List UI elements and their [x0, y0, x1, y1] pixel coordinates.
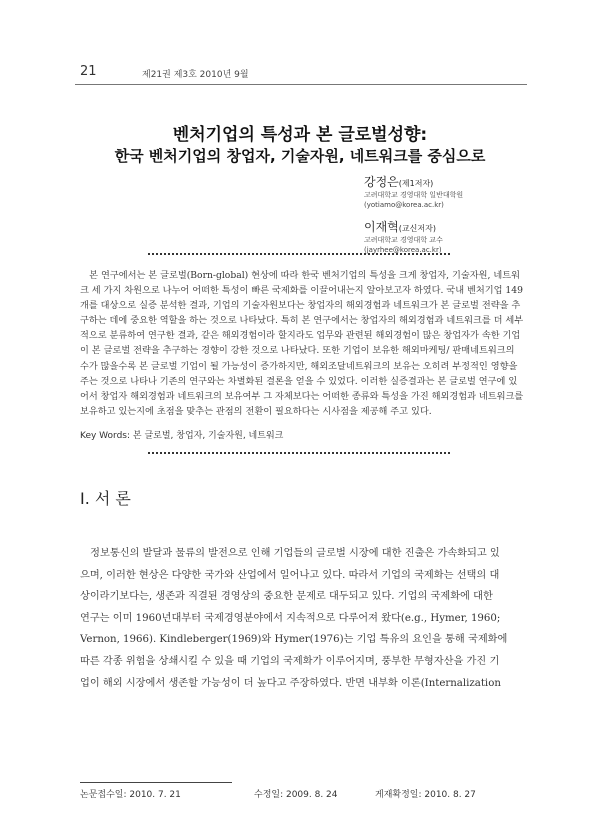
footnote-divider: [80, 782, 232, 783]
body-line: 연구는 이미 1960년대부터 국제경영분야에서 지속적으로 다루어져 왔다(e.g., Hymer, 1960;: [80, 612, 501, 624]
author-affiliation: 고려대학교 경영대학 일반대학원: [364, 191, 464, 199]
abstract-line: 보유하고 있는지에 초점을 맞추는 관점의 전환이 필요하다는 시사점을 제공해 주고 있다.: [80, 405, 432, 417]
author-affiliation: 고려대학교 경영대학 교수: [364, 236, 443, 244]
author-block-corresponding: [364, 218, 443, 255]
revised-date: 수정일: 2009. 8. 24: [254, 790, 338, 800]
abstract-line: 주는 것으로 나타나 기존의 연구와는 차별화된 결론을 얻을 수 있었다. 이러한 실증결과는 본 글로벌 연구에 있: [80, 375, 518, 387]
author-block-first: [364, 173, 463, 210]
body-line: 정보통신의 발달과 물류의 발전으로 인해 기업들의 글로벌 시장에 대한 진출은 가속화되고 있: [80, 548, 500, 559]
received-date: 논문접수일: 2010. 7. 21: [80, 790, 181, 800]
author-email: (jayrhee@korea.ac.kr): [364, 246, 442, 254]
page-number: 21: [80, 64, 97, 79]
paper-subtitle: 한국 벤처기업의 창업자, 기술자원, 네트워크를 중심으로: [114, 147, 486, 165]
keywords: Key Words: 본 글로벌, 창업자, 기술자원, 네트워크: [80, 431, 284, 441]
body-line: 상이라기보다는, 생존과 직결된 경영상의 중요한 문제로 대두되고 있다. 기업의 국제화에 대한: [80, 591, 493, 603]
abstract-line: 구하는 데에 중요한 역할을 하는 것으로 나타났다. 특히 본 연구에서는 창업자의 해외경험과 네트워크를 더 세부: [80, 315, 524, 327]
abstract-line: 개를 대상으로 실증 분석한 결과, 기업의 기술자원보다는 창업자의 해외경험과 네트워크가 본 글로벌 전략을 추: [80, 300, 521, 312]
body-line: 으며, 이러한 현상은 다양한 국가와 산업에서 일어나고 있다. 따라서 기업의 국제화는 선택의 대: [80, 569, 500, 581]
abstract-line: 크 세 가지 차원으로 나누어 어떠한 특성이 빠른 국제화를 이끌어내는지 알아보고자 하였다. 국내 벤처기업 149: [80, 285, 523, 297]
author-email: (yotiamo@korea.ac.kr): [364, 201, 444, 209]
header-divider: [75, 84, 527, 85]
abstract-line: 본 연구에서는 본 글로벌(Born-global) 현상에 따라 한국 벤처기업의 특성을 크게 창업자, 기술자원, 네트워: [80, 270, 520, 281]
abstract-line: 어서 창업자 해외경험과 네트워크의 보유여부 그 자체보다는 어떠한 종류와 특성을 가진 해외경험과 네트워크를: [80, 390, 524, 402]
accepted-date: 게재확정일: 2010. 8. 27: [375, 790, 476, 800]
body-line: 업이 해외 시장에서 생존할 가능성이 더 높다고 주장하였다. 반면 내부화 이론(Internalization: [80, 677, 501, 689]
body-text: [80, 543, 526, 694]
dotted-divider-bottom: [148, 452, 450, 454]
body-line: Vernon, 1966). Kindleberger(1969)와 Hymer(1976)는 기업 특유의 요인을 통해 국제화에: [80, 634, 508, 646]
abstract-line: 이 본 글로벌 전략을 추구하는 경향이 강한 것으로 나타났다. 또한 기업이 보유한 해외마케팅/ 판매네트워크의: [80, 345, 515, 357]
abstract-line: 적으로 분류하여 연구한 결과, 같은 해외경험이라 할지라도 업무와 관련된 해외경험이 많은 창업자가 속한 기업: [80, 330, 521, 342]
journal-info: 제21권 제3호 2010년 9월: [142, 70, 249, 80]
abstract-line: 수가 많을수록 본 글로벌 기업이 될 가능성이 증가하지만, 해외조달네트워크의 보유는 오히려 부정적인 영향을: [80, 360, 518, 372]
body-line: 따른 각종 위험을 상쇄시킬 수 있을 때 기업의 국제화가 이루어지며, 풍부한 무형자산을 가진 기: [80, 655, 500, 667]
section-heading: Ⅰ. 서 론: [80, 489, 131, 508]
author-name-line: [364, 218, 443, 235]
author-name: 강정은: [364, 175, 399, 189]
dotted-divider-top: [148, 253, 450, 255]
author-role: (제1저자): [398, 179, 434, 188]
abstract: [80, 268, 524, 419]
author-name-line: [364, 173, 463, 190]
author-name: 이재혁: [364, 220, 399, 234]
paper-title: 벤처기업의 특성과 본 글로벌성향:: [172, 125, 428, 145]
author-role: (교신저자): [398, 224, 436, 233]
